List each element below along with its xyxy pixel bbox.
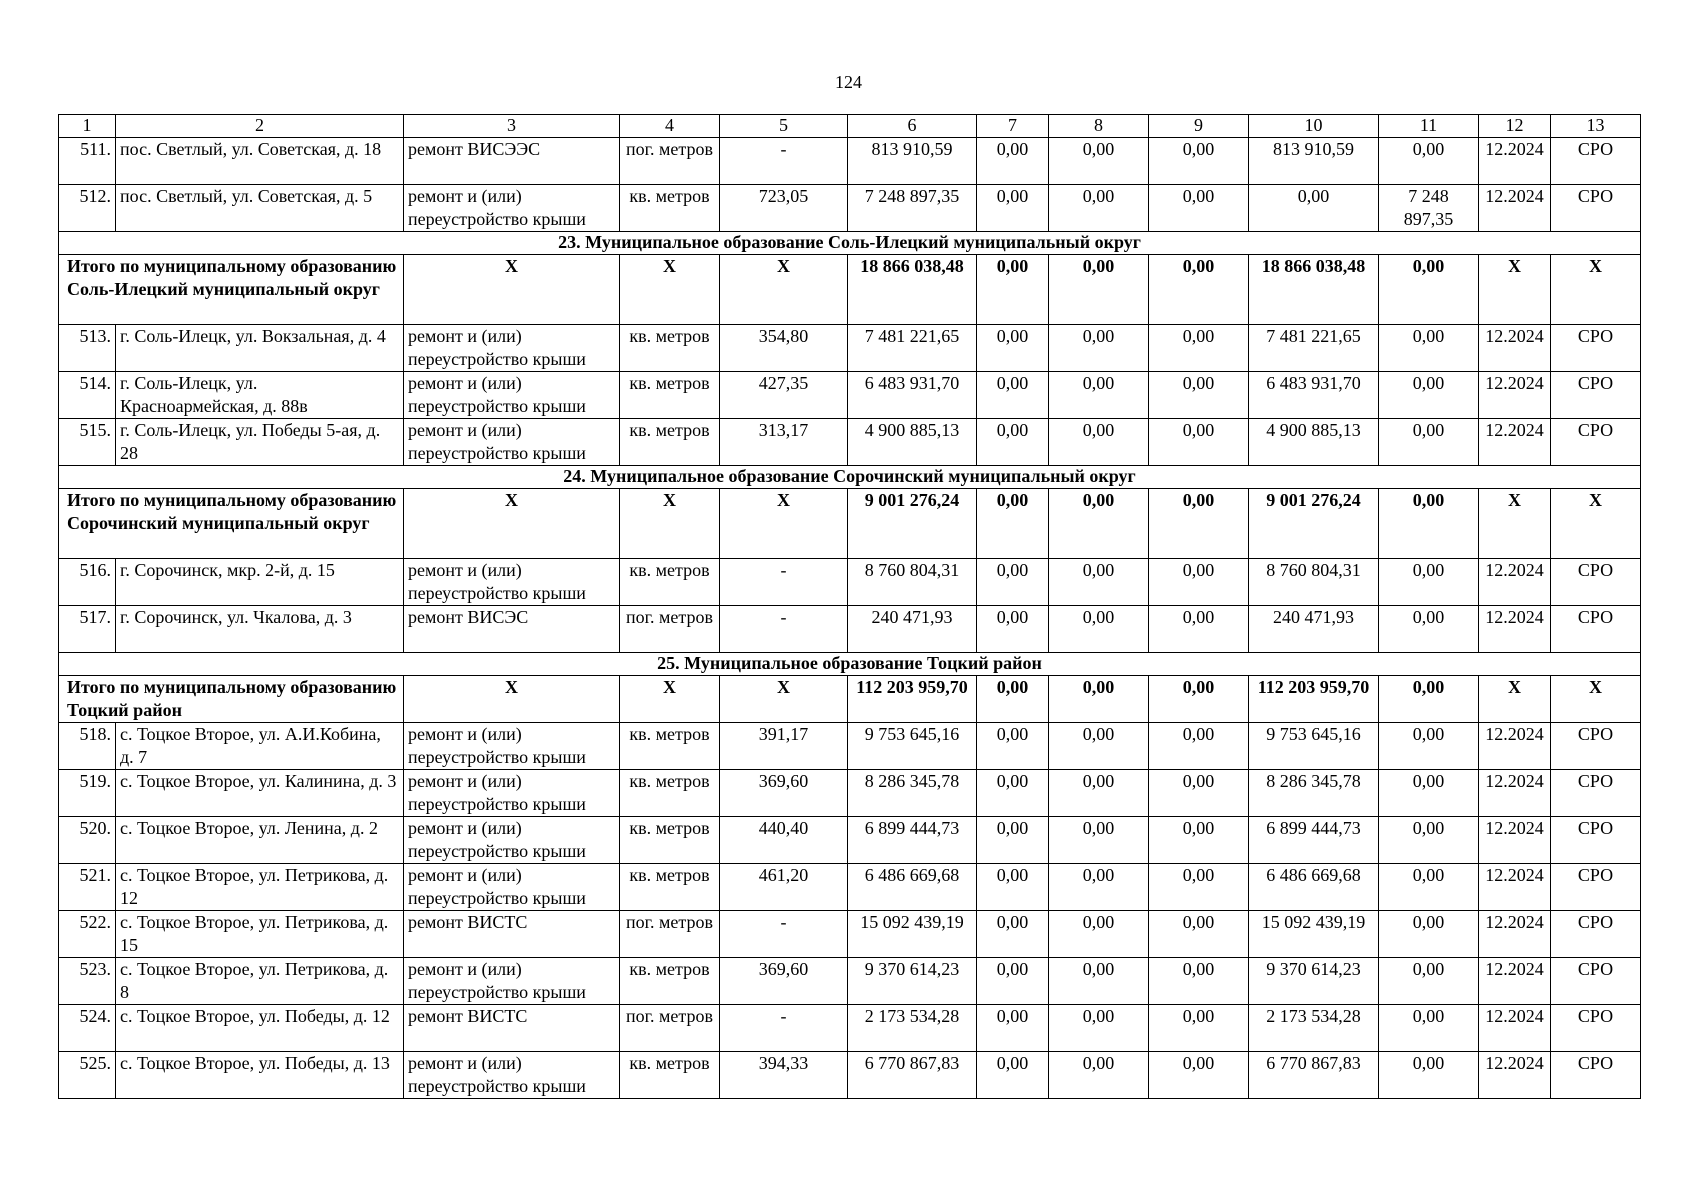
cell-c7: 0,00 <box>977 419 1049 466</box>
table-row <box>59 372 1641 419</box>
cell-c12: 12.2024 <box>1479 606 1551 653</box>
cell-c8: 0,00 <box>1049 676 1149 723</box>
table-row <box>59 606 1641 653</box>
cell-address: с. Тоцкое Второе, ул. Петрикова, д. 12 <box>116 864 404 911</box>
cell-c5: 313,17 <box>720 419 848 466</box>
table-body <box>59 115 1641 1099</box>
page-number: 124 <box>835 72 862 92</box>
cell-c7: 0,00 <box>977 138 1049 185</box>
cell-c13: СРО <box>1551 723 1641 770</box>
cell-work-type: Х <box>404 676 620 723</box>
cell-c6: 8 760 804,31 <box>848 559 977 606</box>
cell-c8: 0,00 <box>1049 419 1149 466</box>
cell-c11: 0,00 <box>1379 138 1479 185</box>
cell-work-type: ремонт и (или) переустройство крыши <box>404 419 620 466</box>
subtotal-row <box>59 676 1641 723</box>
cell-c7: 0,00 <box>977 770 1049 817</box>
cell-row-number: 523. <box>59 958 116 1005</box>
cell-c10: 9 001 276,24 <box>1249 489 1379 559</box>
cell-address: г. Сорочинск, мкр. 2-й, д. 15 <box>116 559 404 606</box>
cell-work-type: ремонт и (или) переустройство крыши <box>404 723 620 770</box>
cell-unit: пог. метров <box>620 911 720 958</box>
cell-c9: 0,00 <box>1149 723 1249 770</box>
cell-unit: кв. метров <box>620 185 720 232</box>
section-title: 24. Муниципальное образование Сорочинский муниципальный округ <box>59 466 1641 489</box>
table-row <box>59 770 1641 817</box>
cell-c8: 0,00 <box>1049 817 1149 864</box>
cell-c8: 0,00 <box>1049 958 1149 1005</box>
cell-unit: кв. метров <box>620 817 720 864</box>
cell-c13: СРО <box>1551 325 1641 372</box>
column-number: 6 <box>848 115 977 138</box>
cell-c7: 0,00 <box>977 325 1049 372</box>
cell-c13: СРО <box>1551 372 1641 419</box>
column-number: 10 <box>1249 115 1379 138</box>
cell-unit: кв. метров <box>620 864 720 911</box>
cell-c11: 0,00 <box>1379 864 1479 911</box>
cell-c10: 6 486 669,68 <box>1249 864 1379 911</box>
cell-address: г. Соль-Илецк, ул. Вокзальная, д. 4 <box>116 325 404 372</box>
cell-c8: 0,00 <box>1049 559 1149 606</box>
section-heading-row <box>59 466 1641 489</box>
cell-c9: 0,00 <box>1149 1052 1249 1099</box>
cell-work-type: ремонт и (или) переустройство крыши <box>404 1052 620 1099</box>
cell-c11: 0,00 <box>1379 606 1479 653</box>
cell-c12: Х <box>1479 489 1551 559</box>
cell-c11: 0,00 <box>1379 958 1479 1005</box>
cell-c12: Х <box>1479 255 1551 325</box>
cell-c12: 12.2024 <box>1479 419 1551 466</box>
cell-address: с. Тоцкое Второе, ул. Калинина, д. 3 <box>116 770 404 817</box>
cell-address: с. Тоцкое Второе, ул. Победы, д. 13 <box>116 1052 404 1099</box>
column-number: 1 <box>59 115 116 138</box>
column-number: 12 <box>1479 115 1551 138</box>
cell-c12: 12.2024 <box>1479 770 1551 817</box>
cell-c6: 9 753 645,16 <box>848 723 977 770</box>
cell-address: с. Тоцкое Второе, ул. Петрикова, д. 8 <box>116 958 404 1005</box>
cell-work-type: ремонт и (или) переустройство крыши <box>404 864 620 911</box>
cell-c5: 369,60 <box>720 958 848 1005</box>
cell-c9: 0,00 <box>1149 255 1249 325</box>
cell-c8: 0,00 <box>1049 723 1149 770</box>
cell-c8: 0,00 <box>1049 1052 1149 1099</box>
cell-unit: пог. метров <box>620 606 720 653</box>
subtotal-row <box>59 489 1641 559</box>
cell-c11: 0,00 <box>1379 419 1479 466</box>
column-number: 4 <box>620 115 720 138</box>
cell-c13: СРО <box>1551 958 1641 1005</box>
subtotal-row <box>59 255 1641 325</box>
cell-c6: 813 910,59 <box>848 138 977 185</box>
cell-c11: 0,00 <box>1379 1052 1479 1099</box>
cell-c10: 6 483 931,70 <box>1249 372 1379 419</box>
cell-c11: 0,00 <box>1379 489 1479 559</box>
column-number: 13 <box>1551 115 1641 138</box>
cell-c6: 6 486 669,68 <box>848 864 977 911</box>
cell-c9: 0,00 <box>1149 1005 1249 1052</box>
cell-row-number: 519. <box>59 770 116 817</box>
cell-c6: 240 471,93 <box>848 606 977 653</box>
cell-c9: 0,00 <box>1149 958 1249 1005</box>
cell-address: с. Тоцкое Второе, ул. Ленина, д. 2 <box>116 817 404 864</box>
cell-c13: Х <box>1551 255 1641 325</box>
cell-c7: 0,00 <box>977 255 1049 325</box>
column-number: 11 <box>1379 115 1479 138</box>
cell-c5: 354,80 <box>720 325 848 372</box>
cell-c13: СРО <box>1551 419 1641 466</box>
cell-c9: 0,00 <box>1149 138 1249 185</box>
cell-c7: 0,00 <box>977 911 1049 958</box>
cell-row-number: 513. <box>59 325 116 372</box>
section-heading-row <box>59 232 1641 255</box>
cell-c9: 0,00 <box>1149 770 1249 817</box>
cell-work-type: ремонт ВИСЭЭС <box>404 138 620 185</box>
cell-row-number: 521. <box>59 864 116 911</box>
cell-c10: 9 370 614,23 <box>1249 958 1379 1005</box>
cell-c5: 440,40 <box>720 817 848 864</box>
cell-work-type: ремонт ВИСТС <box>404 1005 620 1052</box>
cell-c9: 0,00 <box>1149 864 1249 911</box>
cell-row-number: 512. <box>59 185 116 232</box>
cell-unit: кв. метров <box>620 325 720 372</box>
cell-c5: - <box>720 138 848 185</box>
cell-work-type: ремонт ВИСТС <box>404 911 620 958</box>
cell-c5: 369,60 <box>720 770 848 817</box>
cell-c12: Х <box>1479 676 1551 723</box>
cell-row-number: 515. <box>59 419 116 466</box>
cell-c5: 427,35 <box>720 372 848 419</box>
cell-c11: 7 248 897,35 <box>1379 185 1479 232</box>
cell-c12: 12.2024 <box>1479 723 1551 770</box>
cell-c9: 0,00 <box>1149 911 1249 958</box>
cell-unit: кв. метров <box>620 419 720 466</box>
cell-address: г. Сорочинск, ул. Чкалова, д. 3 <box>116 606 404 653</box>
table-row <box>59 1005 1641 1052</box>
cell-c5: 391,17 <box>720 723 848 770</box>
column-number: 3 <box>404 115 620 138</box>
cell-c10: 18 866 038,48 <box>1249 255 1379 325</box>
cell-work-type: ремонт и (или) переустройство крыши <box>404 559 620 606</box>
cell-row-number: 524. <box>59 1005 116 1052</box>
cell-unit: Х <box>620 489 720 559</box>
subtotal-label: Итого по муниципальному образованию Соль-Илецкий муниципальный округ <box>59 255 404 325</box>
cell-work-type: ремонт ВИСЭС <box>404 606 620 653</box>
cell-c9: 0,00 <box>1149 489 1249 559</box>
cell-c11: 0,00 <box>1379 559 1479 606</box>
column-number: 8 <box>1049 115 1149 138</box>
cell-c7: 0,00 <box>977 489 1049 559</box>
cell-unit: кв. метров <box>620 723 720 770</box>
cell-c13: СРО <box>1551 1005 1641 1052</box>
cell-address: пос. Светлый, ул. Советская, д. 18 <box>116 138 404 185</box>
cell-c12: 12.2024 <box>1479 1005 1551 1052</box>
cell-c5: - <box>720 606 848 653</box>
cell-unit: кв. метров <box>620 372 720 419</box>
cell-c5: Х <box>720 489 848 559</box>
cell-c13: Х <box>1551 676 1641 723</box>
cell-c8: 0,00 <box>1049 185 1149 232</box>
cell-c9: 0,00 <box>1149 372 1249 419</box>
table-row <box>59 559 1641 606</box>
cell-c5: Х <box>720 676 848 723</box>
cell-c11: 0,00 <box>1379 1005 1479 1052</box>
cell-unit: кв. метров <box>620 770 720 817</box>
subtotal-label: Итого по муниципальному образованию Тоцкий район <box>59 676 404 723</box>
cell-c8: 0,00 <box>1049 1005 1149 1052</box>
cell-c10: 240 471,93 <box>1249 606 1379 653</box>
cell-row-number: 520. <box>59 817 116 864</box>
cell-c6: 4 900 885,13 <box>848 419 977 466</box>
cell-c10: 15 092 439,19 <box>1249 911 1379 958</box>
cell-address: г. Соль-Илецк, ул. Красноармейская, д. 88в <box>116 372 404 419</box>
column-number: 5 <box>720 115 848 138</box>
cell-c11: 0,00 <box>1379 770 1479 817</box>
cell-c6: 9 001 276,24 <box>848 489 977 559</box>
cell-c8: 0,00 <box>1049 606 1149 653</box>
cell-c12: 12.2024 <box>1479 372 1551 419</box>
cell-c6: 6 899 444,73 <box>848 817 977 864</box>
cell-work-type: ремонт и (или) переустройство крыши <box>404 817 620 864</box>
cell-c13: СРО <box>1551 185 1641 232</box>
cell-c13: СРО <box>1551 770 1641 817</box>
cell-c7: 0,00 <box>977 372 1049 419</box>
cell-row-number: 511. <box>59 138 116 185</box>
cell-c9: 0,00 <box>1149 817 1249 864</box>
cell-c7: 0,00 <box>977 817 1049 864</box>
cell-work-type: ремонт и (или) переустройство крыши <box>404 372 620 419</box>
cell-c11: 0,00 <box>1379 676 1479 723</box>
cell-c13: СРО <box>1551 606 1641 653</box>
cell-c8: 0,00 <box>1049 911 1149 958</box>
cell-c7: 0,00 <box>977 676 1049 723</box>
cell-c7: 0,00 <box>977 864 1049 911</box>
table-row <box>59 817 1641 864</box>
cell-c10: 8 760 804,31 <box>1249 559 1379 606</box>
cell-c13: СРО <box>1551 559 1641 606</box>
cell-c12: 12.2024 <box>1479 864 1551 911</box>
cell-c12: 12.2024 <box>1479 958 1551 1005</box>
cell-c5: Х <box>720 255 848 325</box>
cell-c5: - <box>720 559 848 606</box>
cell-address: с. Тоцкое Второе, ул. Победы, д. 12 <box>116 1005 404 1052</box>
cell-c9: 0,00 <box>1149 419 1249 466</box>
cell-c11: 0,00 <box>1379 372 1479 419</box>
column-number: 7 <box>977 115 1049 138</box>
cell-c5: - <box>720 1005 848 1052</box>
cell-c10: 2 173 534,28 <box>1249 1005 1379 1052</box>
cell-c12: 12.2024 <box>1479 817 1551 864</box>
cell-c8: 0,00 <box>1049 255 1149 325</box>
cell-c8: 0,00 <box>1049 325 1149 372</box>
cell-c10: 6 770 867,83 <box>1249 1052 1379 1099</box>
table-row <box>59 419 1641 466</box>
table-row <box>59 1052 1641 1099</box>
cell-c10: 9 753 645,16 <box>1249 723 1379 770</box>
cell-c12: 12.2024 <box>1479 911 1551 958</box>
cell-c6: 112 203 959,70 <box>848 676 977 723</box>
cell-c6: 15 092 439,19 <box>848 911 977 958</box>
cell-c12: 12.2024 <box>1479 185 1551 232</box>
cell-c6: 6 483 931,70 <box>848 372 977 419</box>
table-row <box>59 864 1641 911</box>
cell-c13: Х <box>1551 489 1641 559</box>
cell-c7: 0,00 <box>977 559 1049 606</box>
cell-address: с. Тоцкое Второе, ул. Петрикова, д. 15 <box>116 911 404 958</box>
cell-c5: 394,33 <box>720 1052 848 1099</box>
cell-work-type: Х <box>404 255 620 325</box>
cell-work-type: ремонт и (или) переустройство крыши <box>404 325 620 372</box>
cell-c7: 0,00 <box>977 1005 1049 1052</box>
cell-c6: 9 370 614,23 <box>848 958 977 1005</box>
cell-address: г. Соль-Илецк, ул. Победы 5-ая, д. 28 <box>116 419 404 466</box>
cell-c9: 0,00 <box>1149 559 1249 606</box>
section-title: 23. Муниципальное образование Соль-Илецкий муниципальный округ <box>59 232 1641 255</box>
cell-c11: 0,00 <box>1379 911 1479 958</box>
cell-c10: 813 910,59 <box>1249 138 1379 185</box>
cell-row-number: 522. <box>59 911 116 958</box>
cell-row-number: 525. <box>59 1052 116 1099</box>
cell-c8: 0,00 <box>1049 138 1149 185</box>
cell-unit: пог. метров <box>620 1005 720 1052</box>
cell-work-type: ремонт и (или) переустройство крыши <box>404 185 620 232</box>
cell-work-type: ремонт и (или) переустройство крыши <box>404 958 620 1005</box>
table-row <box>59 325 1641 372</box>
cell-row-number: 516. <box>59 559 116 606</box>
cell-c12: 12.2024 <box>1479 559 1551 606</box>
cell-c5: 723,05 <box>720 185 848 232</box>
cell-c8: 0,00 <box>1049 770 1149 817</box>
cell-work-type: ремонт и (или) переустройство крыши <box>404 770 620 817</box>
cell-address: пос. Светлый, ул. Советская, д. 5 <box>116 185 404 232</box>
cell-unit: Х <box>620 255 720 325</box>
cell-c7: 0,00 <box>977 185 1049 232</box>
cell-c11: 0,00 <box>1379 723 1479 770</box>
cell-c6: 8 286 345,78 <box>848 770 977 817</box>
cell-c5: - <box>720 911 848 958</box>
cell-c11: 0,00 <box>1379 255 1479 325</box>
cell-c6: 7 248 897,35 <box>848 185 977 232</box>
table-row <box>59 138 1641 185</box>
cell-c10: 0,00 <box>1249 185 1379 232</box>
cell-c8: 0,00 <box>1049 372 1149 419</box>
cell-c12: 12.2024 <box>1479 325 1551 372</box>
cell-row-number: 517. <box>59 606 116 653</box>
cell-c13: СРО <box>1551 864 1641 911</box>
cell-c11: 0,00 <box>1379 325 1479 372</box>
column-number: 9 <box>1149 115 1249 138</box>
cell-c9: 0,00 <box>1149 185 1249 232</box>
cell-c12: 12.2024 <box>1479 138 1551 185</box>
section-heading-row <box>59 653 1641 676</box>
cell-unit: кв. метров <box>620 958 720 1005</box>
cell-unit: пог. метров <box>620 138 720 185</box>
cell-c7: 0,00 <box>977 723 1049 770</box>
table-row <box>59 185 1641 232</box>
cell-c12: 12.2024 <box>1479 1052 1551 1099</box>
cell-c7: 0,00 <box>977 1052 1049 1099</box>
cell-address: с. Тоцкое Второе, ул. А.И.Кобина, д. 7 <box>116 723 404 770</box>
cell-c13: СРО <box>1551 138 1641 185</box>
cell-c9: 0,00 <box>1149 676 1249 723</box>
cell-c13: СРО <box>1551 911 1641 958</box>
column-number: 2 <box>116 115 404 138</box>
cell-c10: 112 203 959,70 <box>1249 676 1379 723</box>
cell-c10: 6 899 444,73 <box>1249 817 1379 864</box>
cell-c5: 461,20 <box>720 864 848 911</box>
cell-c9: 0,00 <box>1149 606 1249 653</box>
cell-c10: 8 286 345,78 <box>1249 770 1379 817</box>
column-number-row <box>59 115 1641 138</box>
cell-c9: 0,00 <box>1149 325 1249 372</box>
table-row <box>59 723 1641 770</box>
cell-c6: 2 173 534,28 <box>848 1005 977 1052</box>
cell-row-number: 514. <box>59 372 116 419</box>
table-row <box>59 958 1641 1005</box>
cell-c11: 0,00 <box>1379 817 1479 864</box>
subtotal-label: Итого по муниципальному образованию Сорочинский муниципальный округ <box>59 489 404 559</box>
cell-unit: кв. метров <box>620 559 720 606</box>
cell-row-number: 518. <box>59 723 116 770</box>
cell-c10: 7 481 221,65 <box>1249 325 1379 372</box>
cell-unit: кв. метров <box>620 1052 720 1099</box>
cell-unit: Х <box>620 676 720 723</box>
section-title: 25. Муниципальное образование Тоцкий район <box>59 653 1641 676</box>
cell-c7: 0,00 <box>977 606 1049 653</box>
capital-repair-table <box>58 114 1641 1099</box>
cell-c10: 4 900 885,13 <box>1249 419 1379 466</box>
cell-c8: 0,00 <box>1049 489 1149 559</box>
cell-c6: 7 481 221,65 <box>848 325 977 372</box>
cell-c6: 18 866 038,48 <box>848 255 977 325</box>
cell-c6: 6 770 867,83 <box>848 1052 977 1099</box>
cell-c8: 0,00 <box>1049 864 1149 911</box>
cell-c13: СРО <box>1551 1052 1641 1099</box>
cell-c7: 0,00 <box>977 958 1049 1005</box>
cell-work-type: Х <box>404 489 620 559</box>
cell-c13: СРО <box>1551 817 1641 864</box>
table-row <box>59 911 1641 958</box>
